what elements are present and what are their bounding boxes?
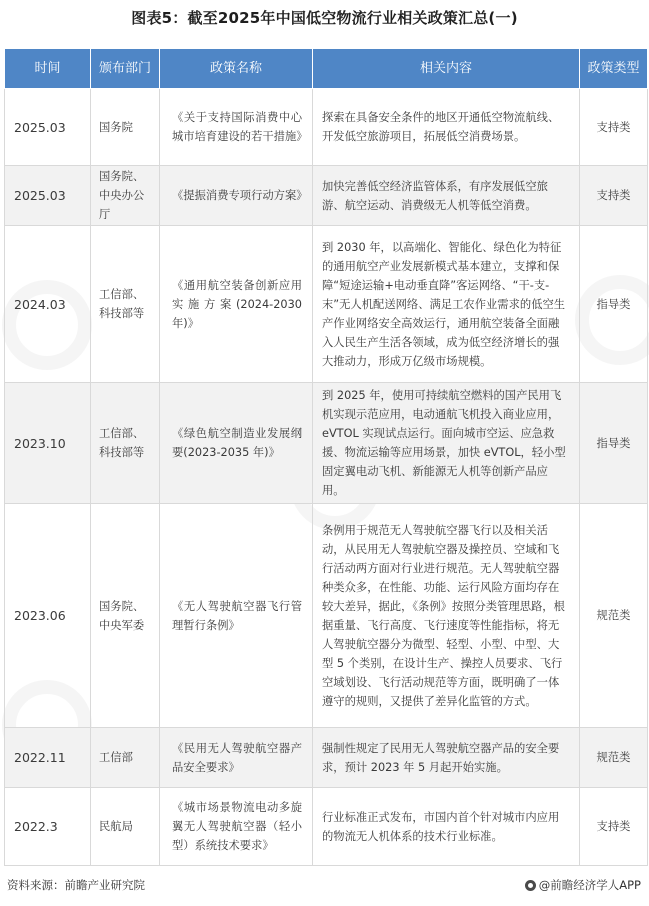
cell-content: 加快完善低空经济监管体系，有序发展低空旅游、航空运动、消费级无人机等低空消费。 <box>313 166 580 226</box>
header-content: 相关内容 <box>313 49 580 89</box>
cell-dept: 工信部、科技部等 <box>91 226 160 383</box>
table-row <box>5 504 648 728</box>
cell-policy-type: 支持类 <box>580 788 648 866</box>
cell-dept: 国务院、中央办公厅 <box>91 166 160 226</box>
brand-credit <box>525 877 641 893</box>
table-row <box>5 728 648 788</box>
cell-policy-name: 《民用无人驾驶航空器产品安全要求》 <box>160 728 313 788</box>
table-row <box>5 788 648 866</box>
header-time: 时间 <box>5 49 91 89</box>
cell-policy-type: 规范类 <box>580 728 648 788</box>
cell-dept: 国务院 <box>91 89 160 166</box>
cell-content: 到 2030 年，以高端化、智能化、绿色化为特征的通用航空产业发展新模式基本建立，支撑和保障“短途运输+电动垂直降”客运网络、“干-支-末”无人机配送网络、满足工农作业需求的低空生产作业网络安全高效运行，通用航空装备全面融入人民生产生活各领域，成为低空经济增长的强大推动力，形成万亿级市场规模。 <box>313 226 580 383</box>
cell-policy-name: 《城市场景物流电动多旋翼无人驾驶航空器（轻小型）系统技术要求》 <box>160 788 313 866</box>
table-row <box>5 383 648 504</box>
cell-policy-name: 《绿色航空制造业发展纲要(2023-2035 年)》 <box>160 383 313 504</box>
table-header-row <box>5 49 648 89</box>
cell-time: 2024.03 <box>5 226 91 383</box>
cell-policy-name: 《无人驾驶航空器飞行管理暂行条例》 <box>160 504 313 728</box>
qianzhan-logo-icon <box>525 880 536 891</box>
cell-policy-type: 指导类 <box>580 383 648 504</box>
cell-content: 条例用于规范无人驾驶航空器飞行以及相关活动，从民用无人驾驶航空器及操控员、空域和飞行活动两方面对行业进行规范。无人驾驶航空器种类众多，在性能、功能、运行风险方面均存在较大差异，据此，《条例》按照分类管理思路，根据重量、飞行高度、飞行速度等性能指标，将无人驾驶航空器分为微型、轻型、小型、中型、大型 5 个类别，在设计生产、操控人员要求、飞行空域划设、飞行活动规范等方面，既明确了一体遵守的规则，又提供了差异化监管的方式。 <box>313 504 580 728</box>
cell-time: 2023.06 <box>5 504 91 728</box>
cell-policy-type: 指导类 <box>580 226 648 383</box>
cell-policy-type: 支持类 <box>580 89 648 166</box>
table-row <box>5 226 648 383</box>
policy-table <box>4 48 648 866</box>
cell-dept: 民航局 <box>91 788 160 866</box>
cell-policy-type: 规范类 <box>580 504 648 728</box>
header-dept: 颁布部门 <box>91 49 160 89</box>
cell-time: 2025.03 <box>5 166 91 226</box>
header-policy-type: 政策类型 <box>580 49 648 89</box>
cell-policy-name: 《通用航空装备创新应用实施方案(2024-2030年)》 <box>160 226 313 383</box>
chart-title: 图表5：截至2025年中国低空物流行业相关政策汇总(一) <box>131 9 518 27</box>
cell-policy-name: 《关于支持国际消费中心城市培育建设的若干措施》 <box>160 89 313 166</box>
cell-dept: 国务院、中央军委 <box>91 504 160 728</box>
table-row <box>5 89 648 166</box>
cell-content: 行业标准正式发布，市国内首个针对城市内应用的物流无人机体系的技术行业标准。 <box>313 788 580 866</box>
cell-policy-name: 《提振消费专项行动方案》 <box>160 166 313 226</box>
cell-content: 强制性规定了民用无人驾驶航空器产品的安全要求，预计 2023 年 5 月起开始实施。 <box>313 728 580 788</box>
cell-policy-type: 支持类 <box>580 166 648 226</box>
cell-dept: 工信部 <box>91 728 160 788</box>
cell-dept: 工信部、科技部等 <box>91 383 160 504</box>
cell-content: 探索在具备安全条件的地区开通低空物流航线、开发低空旅游项目，拓展低空消费场景。 <box>313 89 580 166</box>
brand-label: @前瞻经济学人APP <box>538 878 641 892</box>
cell-content: 到 2025 年，使用可持续航空燃料的国产民用飞机实现示范应用，电动通航飞机投入商业应用，eVTOL 实现试点运行。面向城市空运、应急救援、物流运输等应用场景，加快 eVTOL，轻小型固定翼电动飞机、新能源无人机等创新产品应用。 <box>313 383 580 504</box>
table-row <box>5 166 648 226</box>
cell-time: 2023.10 <box>5 383 91 504</box>
cell-time: 2022.3 <box>5 788 91 866</box>
cell-time: 2022.11 <box>5 728 91 788</box>
header-policy-name: 政策名称 <box>160 49 313 89</box>
cell-time: 2025.03 <box>5 89 91 166</box>
source-note: 资料来源：前瞻产业研究院 <box>7 878 145 892</box>
